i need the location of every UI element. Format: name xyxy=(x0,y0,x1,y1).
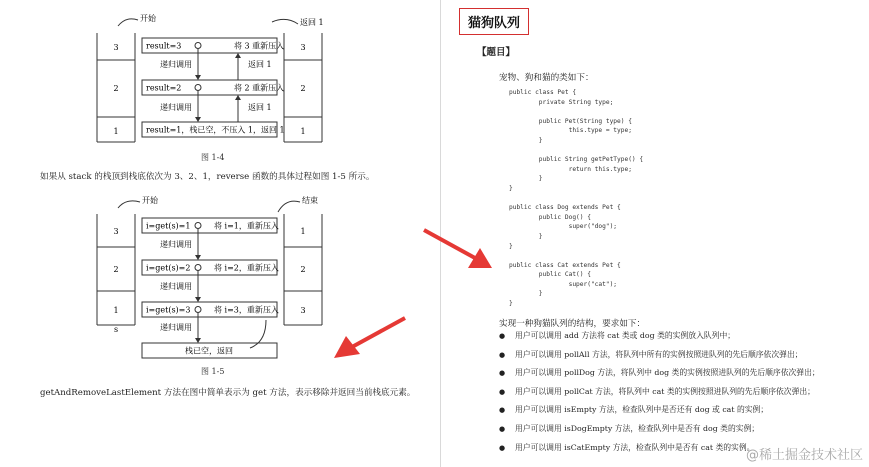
requirement-item: ● 用户可以调用 isEmpty 方法，检查队列中是否还有 dog 或 cat 的实例； xyxy=(499,404,861,417)
end-label: 结束 xyxy=(302,196,318,205)
left2-label-1: 1 xyxy=(113,306,119,315)
requirement-item: ● 用户可以调用 isDogEmpty 方法，检查队列中是否有 dog 类的实例； xyxy=(499,423,861,436)
code-line: } xyxy=(509,184,513,192)
left2-label-3: 3 xyxy=(113,227,119,236)
code-line: public class Cat extends Pet { xyxy=(509,261,621,269)
s-label: s xyxy=(113,325,119,334)
figure-1-4-caption: 图 1-4 xyxy=(201,153,225,162)
right-stack-label-3: 3 xyxy=(300,43,306,52)
paragraph-2: getAndRemoveLastElement 方法在图中简单表示为 get 方法，表示移除并返回当前栈底元素。 xyxy=(40,388,416,398)
code-line: public Cat() { xyxy=(509,271,591,279)
code-line: public Dog() { xyxy=(509,213,591,221)
code-line: super("cat"); xyxy=(509,280,618,288)
code-line: } xyxy=(509,136,543,144)
code-block xyxy=(509,88,643,309)
row1-left: result=3 xyxy=(146,41,182,51)
requirement-item: ● 用户可以调用 pollCat 方法，将队列中 cat 类的实例按照进队列的先后顺序依次弹出； xyxy=(499,386,861,399)
right-stack-label-1: 1 xyxy=(300,127,306,136)
f2-recursive-1: 递归调用 xyxy=(160,240,192,249)
requirement-item: ● 用户可以调用 pollAll 方法，将队列中所有的实例按照进队列的先后顺序依次弹出； xyxy=(499,349,861,362)
right2-label-3: 3 xyxy=(300,306,306,315)
left-stack-label-3: 3 xyxy=(113,43,119,52)
return-label-1: 返回 1 xyxy=(248,60,272,69)
code-line: super("dog"); xyxy=(509,223,618,231)
right2-label-2: 2 xyxy=(300,265,306,274)
code-line: } xyxy=(509,232,543,240)
f2-row2-right: 将 i=2，重新压入 xyxy=(214,263,279,273)
code-line: public Pet(String type) { xyxy=(509,117,632,125)
code-line: public class Dog extends Pet { xyxy=(509,204,621,212)
problem-heading: 【题目】 xyxy=(477,47,516,58)
f2-row1-right: 将 i=1，重新压入 xyxy=(214,221,279,231)
code-line: private String type; xyxy=(509,98,614,106)
right-stack-label-2: 2 xyxy=(300,84,306,93)
code-line: } xyxy=(509,300,513,308)
row3-bottom: result=1，栈已空，不压入 1，返回 1 xyxy=(146,125,285,135)
code-line: this.type = type; xyxy=(509,127,632,135)
class-intro: 宠物、狗和猫的类如下： xyxy=(499,73,594,83)
code-line: } xyxy=(509,175,543,183)
figure-1-4 xyxy=(0,0,440,150)
f2-recursive-3: 递归调用 xyxy=(160,323,192,332)
recursive-label-2: 递归调用 xyxy=(160,103,192,112)
f2-row3-left: i=get(s)=3 xyxy=(146,305,191,315)
recursive-label-1: 递归调用 xyxy=(160,60,192,69)
requirement-item: ● 用户可以调用 pollDog 方法，将队列中 dog 类的实例按照进队列的先后顺序依次弹出； xyxy=(499,367,861,380)
start-label-2: 开始 xyxy=(142,196,158,205)
f2-row2-left: i=get(s)=2 xyxy=(146,263,191,273)
code-line: return this.type; xyxy=(509,165,632,173)
page-divider xyxy=(440,0,441,467)
f2-bottom: 栈已空，返回 xyxy=(185,346,233,356)
code-line: public String getPetType() { xyxy=(509,156,644,164)
chapter-title: 猫狗队列 xyxy=(459,8,529,35)
return-label: 返回 1 xyxy=(300,18,324,27)
requirement-item: ● 用户可以调用 isCatEmpty 方法，检查队列中是否有 cat 类的实例。 xyxy=(499,442,861,455)
watermark: @稀土掘金技术社区 xyxy=(745,448,863,463)
f2-row3-right: 将 i=3，重新压入 xyxy=(214,305,279,315)
code-line: public class Pet { xyxy=(509,89,577,96)
right2-label-1: 1 xyxy=(300,227,306,236)
requirements-intro: 实现一种狗猫队列的结构，要求如下： xyxy=(499,319,646,329)
return-label-2: 返回 1 xyxy=(248,103,272,112)
left-stack-label-2: 2 xyxy=(113,84,119,93)
start-label: 开始 xyxy=(140,14,156,23)
figure-1-5 xyxy=(0,190,440,365)
row2-right: 将 2 重新压入 xyxy=(234,83,285,93)
requirement-item: ● 用户可以调用 add 方法将 cat 类或 dog 类的实例放入队列中； xyxy=(499,330,861,343)
right-page xyxy=(443,0,869,467)
f2-row1-left: i=get(s)=1 xyxy=(146,221,191,231)
row2-left: result=2 xyxy=(146,83,182,93)
row1-right: 将 3 重新压入 xyxy=(234,41,285,51)
code-line: } xyxy=(509,290,543,298)
left-stack-label-1: 1 xyxy=(113,127,119,136)
f2-recursive-2: 递归调用 xyxy=(160,282,192,291)
figure-1-5-caption: 图 1-5 xyxy=(201,367,225,376)
left2-label-2: 2 xyxy=(113,265,119,274)
paragraph-1: 如果从 stack 的栈顶到栈底依次为 3、2、1，reverse 函数的具体过程如图 1-5 所示。 xyxy=(40,172,375,182)
code-line: } xyxy=(509,242,513,250)
requirements-list xyxy=(499,330,861,460)
